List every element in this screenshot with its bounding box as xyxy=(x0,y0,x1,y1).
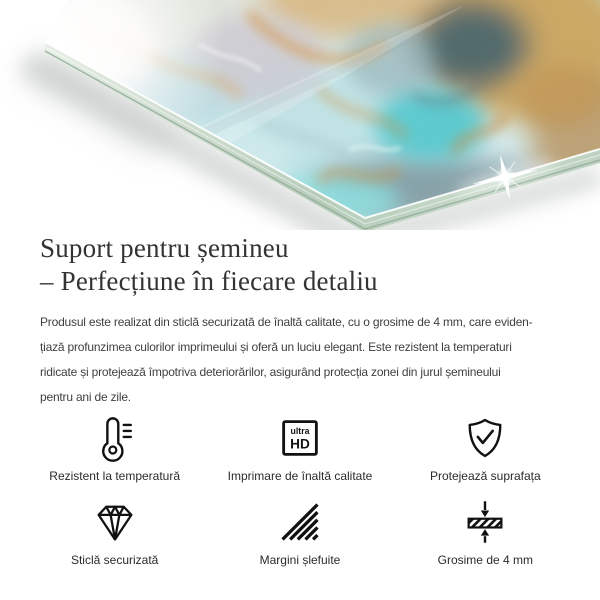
feature-tempered-glass xyxy=(22,498,207,568)
thermometer-icon xyxy=(91,414,139,462)
feature-label: Protejează suprafața xyxy=(429,469,541,483)
svg-text:HD: HD xyxy=(290,436,310,452)
description-line-1: Produsul este realizat din sticlă securizată de înaltă calitate, cu o grosime de 4 mm, care eviden- xyxy=(40,315,533,329)
feature-temperature-resistant xyxy=(22,414,207,484)
feature-thickness xyxy=(393,498,578,568)
description-line-4: pentru ani de zile. xyxy=(40,390,131,404)
thickness-icon xyxy=(461,498,509,546)
feature-label: Rezistent la temperatură xyxy=(49,469,181,483)
ultra-hd-icon xyxy=(276,414,324,462)
feature-polished-edges xyxy=(207,498,392,568)
description-line-2: țiază profunzimea culorilor imprimeului și oferă un luciu elegant. Este rezistent la temperaturi xyxy=(40,340,512,354)
product-photo xyxy=(0,0,600,230)
feature-label: Imprimare de înaltă calitate xyxy=(227,469,373,483)
text-section xyxy=(0,230,600,410)
description-line-3: ridicate și protejează împotriva deteriorărilor, asigurând protecția zonei din jurul șemineului xyxy=(40,365,501,379)
feature-label: Margini șlefuite xyxy=(259,553,341,567)
polished-edges-icon xyxy=(276,498,324,546)
diamond-icon xyxy=(91,498,139,546)
feature-label: Sticlă securizată xyxy=(70,553,159,567)
product-description xyxy=(40,310,560,410)
feature-surface-protection xyxy=(393,414,578,484)
feature-label: Grosime de 4 mm xyxy=(437,553,533,567)
feature-print-quality xyxy=(207,414,392,484)
page-title xyxy=(40,232,560,298)
glass-panel-image xyxy=(0,0,600,230)
shield-check-icon xyxy=(461,414,509,462)
page-title-line1: Suport pentru șemineu xyxy=(40,233,289,263)
svg-text:ultra: ultra xyxy=(290,426,310,437)
features-grid xyxy=(0,414,600,568)
page-title-line2: – Perfecțiune în fiecare detaliu xyxy=(40,266,378,296)
